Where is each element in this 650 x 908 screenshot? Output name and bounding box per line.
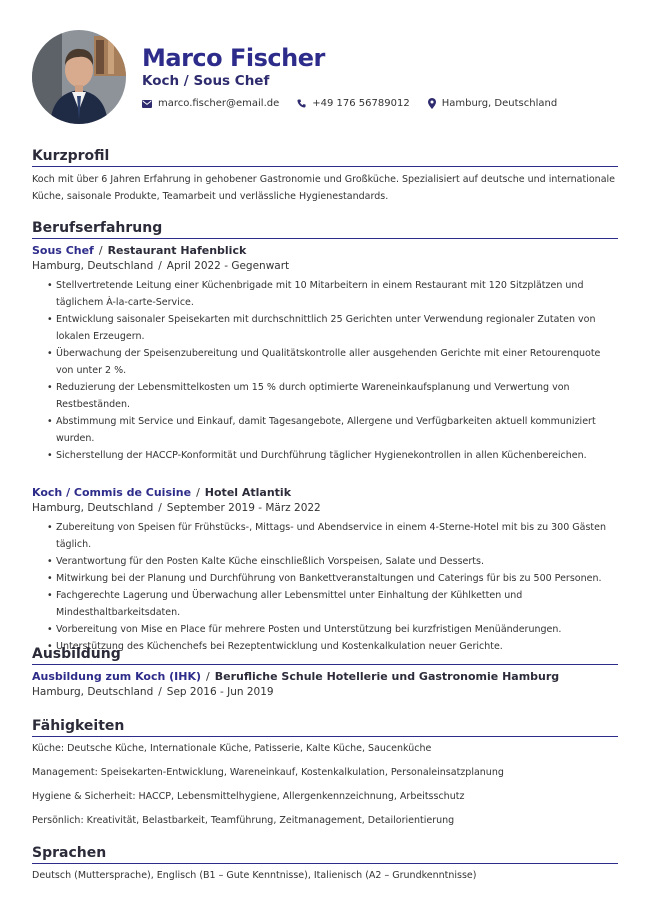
job-bullets [32, 277, 618, 464]
skills-section [32, 717, 618, 827]
education-heading: Ausbildung [32, 645, 618, 665]
job-role: Koch / Commis de Cuisine [32, 486, 192, 499]
job-role: Sous Chef [32, 244, 94, 257]
separator: / [158, 260, 162, 272]
education-line [32, 669, 618, 685]
skill-item: Küche: Deutsche Küche, Internationale Küche, Patisserie, Kalte Küche, Saucenküche [32, 743, 432, 754]
skills-heading: Fähigkeiten [32, 717, 618, 737]
separator: / [206, 670, 210, 683]
job-entry [32, 485, 618, 655]
education-location: Hamburg, Deutschland [32, 686, 154, 698]
contact-phone[interactable] [297, 98, 409, 109]
languages-section [32, 844, 618, 882]
avatar [32, 30, 126, 124]
list-item: • Sicherstellung der HACCP-Konformität und Durchführung täglicher Hygienekontrollen in allen Küchenbereichen. [48, 447, 618, 464]
degree: Ausbildung zum Koch (IHK) [32, 670, 202, 683]
job-bullets [32, 519, 618, 655]
list-item: • Überwachung der Speisenzubereitung und Qualitätskontrolle aller ausgehenden Gerichte mit einer Retourenquote von unter 2 %. [48, 345, 618, 379]
skill-item: Hygiene & Sicherheit: HACCP, Lebensmittelhygiene, Allergenkennzeichnung, Arbeitsschutz [32, 791, 465, 802]
experience-section [32, 219, 618, 655]
list-item: • Mitwirkung bei der Planung und Durchführung von Bankettveranstaltungen und Caterings für bis zu 500 Personen. [48, 570, 618, 587]
phone-text: +49 176 56789012 [312, 98, 410, 109]
job-company: Hotel Atlantik [204, 486, 292, 499]
languages-heading: Sprachen [32, 844, 618, 864]
education-section [32, 645, 618, 700]
job-location: Hamburg, Deutschland [32, 260, 154, 272]
separator: / [158, 502, 162, 514]
school: Berufliche Schule Hotellerie und Gastronomie Hamburg [214, 670, 560, 683]
phone-icon [297, 99, 306, 108]
skill-item: Management: Speisekarten-Entwicklung, Wareneinkauf, Kostenkalkulation, Personaleinsatzplanung [32, 767, 504, 778]
job-role-line [32, 485, 618, 501]
list-item: • Unterstützung des Küchenchefs bei Rezeptentwicklung und Kostenkalkulation neuer Gerichte. [48, 638, 618, 655]
header-text [142, 44, 325, 90]
location-pin-icon [428, 98, 436, 109]
job-meta [32, 501, 618, 516]
job-period: April 2022 - Gegenwart [166, 260, 290, 272]
job-company: Restaurant Hafenblick [107, 244, 247, 257]
separator: / [196, 486, 200, 499]
person-name: Marco Fischer [142, 44, 325, 72]
list-item: • Stellvertretende Leitung einer Küchenbrigade mit 10 Mitarbeitern in einem Restaurant mit 120 Sitzplätzen und täglichem À-la-carte-Service. [48, 277, 618, 311]
list-item: • Verantwortung für den Posten Kalte Küche einschließlich Vorspeisen, Salate und Desserts. [48, 553, 618, 570]
languages-text: Deutsch (Muttersprache), Englisch (B1 – Gute Kenntnisse), Italienisch (A2 – Grundkenntnisse) [32, 870, 477, 881]
education-meta [32, 685, 618, 700]
email-text: marco.fischer@email.de [158, 98, 280, 109]
experience-heading: Berufserfahrung [32, 219, 618, 239]
job-title: Koch / Sous Chef [142, 73, 270, 89]
education-period: Sep 2016 - Jun 2019 [166, 686, 274, 698]
list-item: • Fachgerechte Lagerung und Überwachung aller Lebensmittel unter Einhaltung der Kühlketten und Mindesthaltbarkeitsdaten. [48, 587, 618, 621]
location-text: Hamburg, Deutschland [441, 98, 558, 109]
list-item: • Zubereitung von Speisen für Frühstücks-, Mittags- und Abendservice in einem 4-Sterne-Hotel mit bis zu 300 Gästen täglich. [48, 519, 618, 553]
contact-email[interactable] [142, 98, 279, 109]
list-item: • Entwicklung saisonaler Speisekarten mit durchschnittlich 25 Gerichten unter Verwendung regionaler Zutaten von lokalen Erzeugern. [48, 311, 618, 345]
job-entry [32, 243, 618, 464]
resume-header [32, 30, 622, 126]
job-role-line [32, 243, 618, 259]
job-period: September 2019 - März 2022 [166, 502, 321, 514]
separator: / [158, 686, 162, 698]
list-item: • Vorbereitung von Mise en Place für mehrere Posten und Unterstützung bei kurzfristigen Menüänderungen. [48, 621, 618, 638]
list-item: • Reduzierung der Lebensmittelkosten um 15 % durch optimierte Wareneinkaufsplanung und Verwertung von Restbeständen. [48, 379, 618, 413]
job-meta [32, 259, 618, 274]
list-item: • Abstimmung mit Service und Einkauf, damit Tagesangebote, Allergene und Verfügbarkeiten aktuell kommuniziert wurden. [48, 413, 618, 447]
mail-icon [142, 100, 152, 108]
job-location: Hamburg, Deutschland [32, 502, 154, 514]
contact-row [142, 98, 575, 109]
profile-text: Koch mit über 6 Jahren Erfahrung in gehobener Gastronomie und Großküche. Spezialisiert auf deutsche und internationale Küche, saisonale Produkte, Teamarbeit und verlässliche Hygienestandards. [32, 174, 616, 202]
contact-location [428, 98, 557, 109]
profile-section [32, 147, 618, 205]
separator: / [98, 244, 103, 257]
profile-heading: Kurzprofil [32, 147, 618, 167]
skill-item: Persönlich: Kreativität, Belastbarkeit, Teamführung, Zeitmanagement, Detailorientierung [32, 815, 455, 826]
